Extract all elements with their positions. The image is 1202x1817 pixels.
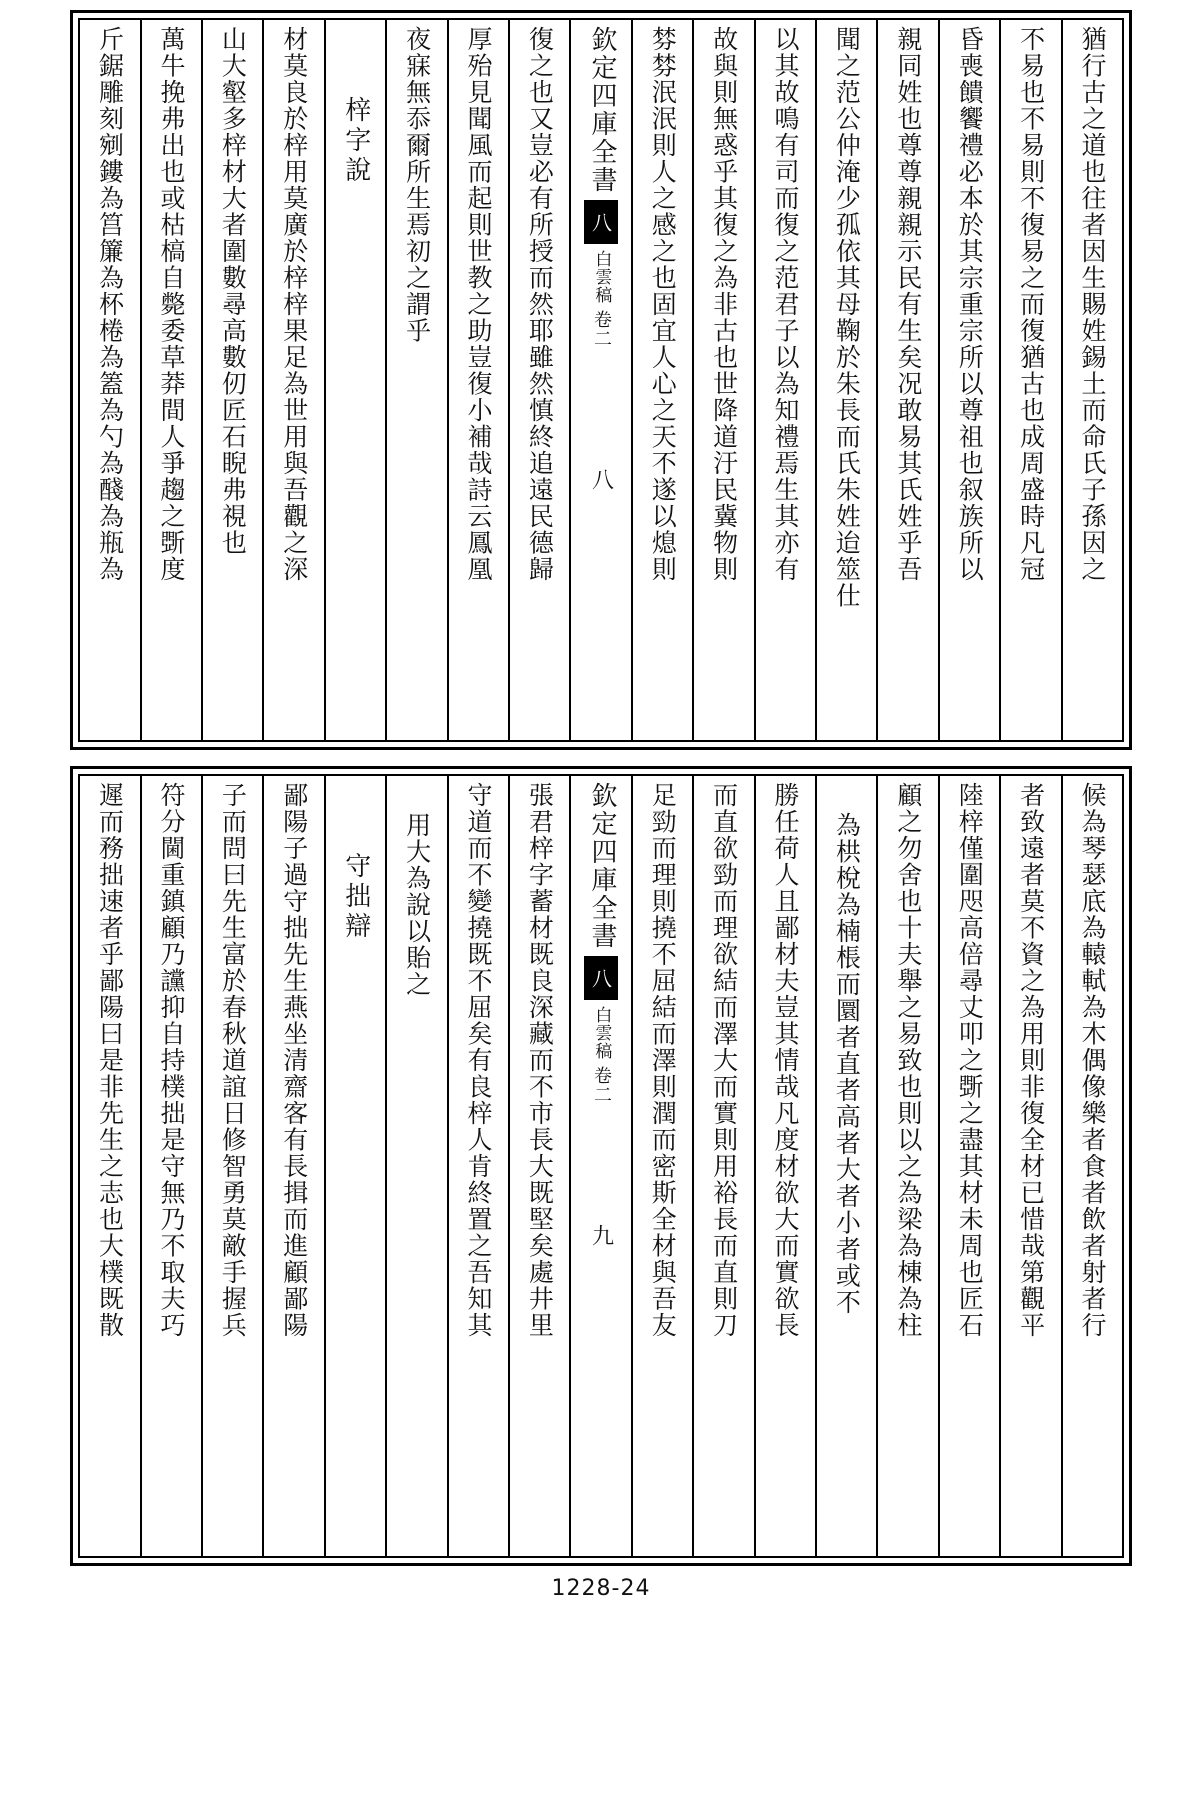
column-text: 不易也不易則不復易之而復猶古也成周盛時凡冠 (1016, 26, 1046, 583)
column-text: 親同姓也尊尊親親示民有生矣况敢易其氏姓乎吾 (893, 26, 923, 583)
leaf-number: 九 (588, 1224, 614, 1246)
text-column (631, 20, 692, 740)
text-column (938, 20, 999, 740)
leaf-number: 八 (588, 468, 614, 490)
text-column (385, 776, 446, 1556)
text-column (754, 776, 815, 1556)
text-column (262, 20, 323, 740)
section-heading: 守拙辯 (340, 852, 371, 942)
text-column (140, 20, 201, 740)
column-text: 斤鋸雕刻剜鏤為筥簾為杯棬為篕為勺為醆為瓶為 (95, 26, 125, 583)
column-text: 棼棼泯泯則人之感之也固宜人心之天不遂以熄則 (648, 26, 678, 583)
masthead-column-top (569, 20, 630, 740)
column-text: 用大為說以貽之 (402, 812, 432, 998)
column-text: 猶行古之道也往者因生賜姓錫土而命氏子孫因之 (1078, 26, 1108, 583)
column-text: 夜寐無忝爾所生焉初之謂乎 (402, 26, 432, 344)
section-heading-column (324, 776, 385, 1556)
work-title: 白雲稿 (591, 1006, 612, 1060)
column-text: 聞之范公仲淹少孤依其母鞠於朱長而氏朱姓迨筮仕 (832, 26, 862, 609)
text-column (508, 20, 569, 740)
column-text: 遲而務拙速者乎鄙陽曰是非先生之志也大樸既散 (95, 782, 125, 1339)
page-block-bottom (70, 766, 1132, 1566)
column-text: 萬牛挽弗出也或枯槁自斃委草莽間人爭趨之斲度 (156, 26, 186, 583)
text-column (1061, 20, 1122, 740)
section-heading: 梓字說 (340, 96, 371, 186)
series-title: 欽定四庫全書 (586, 782, 617, 950)
column-text: 以其故鳴有司而復之范君子以為知禮焉生其亦有 (771, 26, 801, 583)
column-text: 山大壑多梓材大者圍數尋高數仞匠石睨弗視也 (218, 26, 248, 556)
text-frame-top (78, 18, 1124, 742)
series-title: 欽定四庫全書 (586, 26, 617, 194)
text-column (754, 20, 815, 740)
column-text: 故與則無惑乎其復之為非古也世降道汙民冀物則 (709, 26, 739, 583)
column-text: 厚殆見聞風而起則世教之助豈復小補哉詩云鳳凰 (463, 26, 493, 583)
column-text: 符分閫重鎮顧乃讜抑自持樸拙是守無乃不取夫巧 (156, 782, 186, 1339)
text-column (631, 776, 692, 1556)
column-text: 子而問曰先生富於春秋道誼日修智勇莫敵手握兵 (218, 782, 248, 1339)
column-text: 昏喪饋饗禮必本於其宗重宗所以尊祖也叙族所以 (955, 26, 985, 583)
column-text: 材莫良於梓用莫廣於梓梓果足為世用與吾觀之深 (279, 26, 309, 583)
column-text: 張君梓字蓄材既良深藏而不市長大既堅矣處井里 (525, 782, 555, 1339)
text-column (447, 20, 508, 740)
text-column (815, 20, 876, 740)
column-text: 復之也又豈必有所授而然耶雖然慎終追遠民德歸 (525, 26, 555, 583)
text-column (876, 776, 937, 1556)
column-text: 陸梓僅圍咫高倍尋丈叩之斲之盡其材未周也匠石 (955, 782, 985, 1339)
text-column (140, 776, 201, 1556)
volume-label: 卷二 (591, 310, 613, 348)
column-text: 而直欲勁而理欲結而澤大而實則用裕長而直則刀 (709, 782, 739, 1339)
column-text: 鄙陽子過守拙先生燕坐清齋客有長揖而進顧鄙陽 (279, 782, 309, 1339)
column-text: 候為琴瑟底為轅軾為木偶像樂者食者飲者射者行 (1078, 782, 1108, 1339)
text-column (938, 776, 999, 1556)
page-block-top (70, 10, 1132, 750)
text-column (262, 776, 323, 1556)
text-column (201, 776, 262, 1556)
seal-mark: 八 (584, 956, 618, 1000)
text-column (876, 20, 937, 740)
text-column (692, 776, 753, 1556)
text-column (447, 776, 508, 1556)
text-column (80, 20, 139, 740)
masthead-column-bottom (569, 776, 630, 1556)
text-column (201, 20, 262, 740)
column-text: 足勁而理則撓不屈結而澤則潤而密斯全材與吾友 (648, 782, 678, 1339)
text-column (80, 776, 139, 1556)
text-column (1061, 776, 1122, 1556)
column-text: 顧之勿舍也十夫舉之易致也則以之為梁為棟為柱 (893, 782, 923, 1339)
work-title: 白雲稿 (591, 250, 612, 304)
text-column (508, 776, 569, 1556)
text-column (999, 776, 1060, 1556)
column-text: 守道而不變撓既不屈矣有良梓人肯終置之吾知其 (463, 782, 493, 1339)
text-column (815, 776, 876, 1556)
text-column (999, 20, 1060, 740)
seal-mark: 八 (584, 200, 618, 244)
volume-label: 卷二 (591, 1066, 613, 1104)
text-column (692, 20, 753, 740)
column-text: 為栱梲為楠棖而圜者直者高者大者小者或不 (832, 812, 862, 1316)
section-heading-column (324, 20, 385, 740)
column-text: 勝任荷人且鄙材夫豈其情哉凡度材欲大而實欲長 (771, 782, 801, 1339)
page-footer: 1228-24 (551, 1576, 651, 1601)
text-column (385, 20, 446, 740)
column-text: 者致遠者莫不資之為用則非復全材已惜哉第觀平 (1016, 782, 1046, 1339)
text-frame-bottom (78, 774, 1124, 1558)
